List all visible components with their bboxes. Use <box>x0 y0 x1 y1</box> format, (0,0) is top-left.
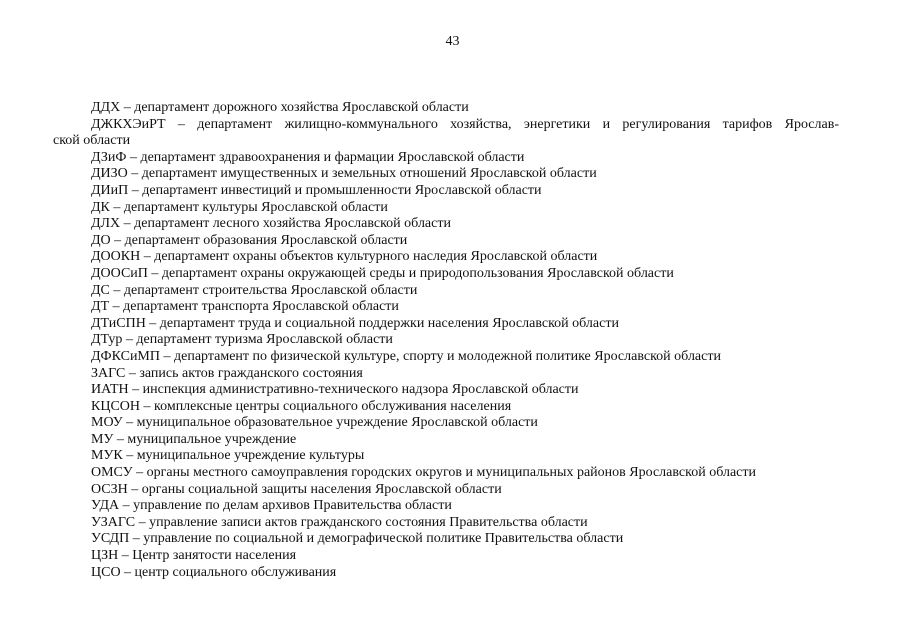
abbreviation-entry <box>0 531 905 548</box>
abbreviation-entry <box>0 448 905 465</box>
abbreviation-text: ДТиСПН – департамент труда и социальной поддержки населения Ярославской области <box>91 315 619 331</box>
abbreviation-entry <box>0 283 905 300</box>
abbreviation-text: ЗАГС – запись актов гражданского состояния <box>91 365 363 381</box>
abbreviation-text: ДЖКХЭиРТ – департамент жилищно-коммунального хозяйства, энергетики и регулирования тарифов Ярослав- <box>91 116 839 132</box>
abbreviation-entry <box>0 299 905 316</box>
abbreviation-text: ДФКСиМП – департамент по физической культуре, спорту и молодежной политике Ярославской области <box>91 348 721 364</box>
abbreviation-entry <box>0 482 905 499</box>
abbreviation-entry <box>0 565 905 582</box>
abbreviation-text: ДДХ – департамент дорожного хозяйства Ярославской области <box>91 100 469 115</box>
abbreviation-text: ДИиП – департамент инвестиций и промышленности Ярославской области <box>91 182 542 198</box>
abbreviation-text: ДС – департамент строительства Ярославской области <box>91 282 418 298</box>
abbreviation-entry <box>0 166 905 183</box>
abbreviation-entry <box>0 266 905 283</box>
abbreviation-entry <box>0 233 905 250</box>
abbreviation-entry <box>0 150 905 167</box>
abbreviation-text: МУ – муниципальное учреждение <box>91 431 297 447</box>
abbreviation-entry <box>0 249 905 266</box>
abbreviation-entry <box>0 117 905 150</box>
abbreviation-entry <box>0 366 905 383</box>
abbreviation-text: ДТ – департамент транспорта Ярославской области <box>91 299 399 315</box>
abbreviation-text: ДИЗО – департамент имущественных и земельных отношений Ярославской области <box>91 166 597 182</box>
abbreviation-text-continuation: ской области <box>53 133 131 149</box>
page-number: 43 <box>445 34 460 49</box>
abbreviation-entry <box>0 515 905 532</box>
abbreviation-entry <box>0 498 905 515</box>
abbreviation-entry <box>0 382 905 399</box>
abbreviation-text: ОМСУ – органы местного самоуправления городских округов и муниципальных районов Ярославской области <box>91 465 756 481</box>
abbreviation-text: МУК – муниципальное учреждение культуры <box>91 448 365 464</box>
abbreviation-entry <box>0 200 905 217</box>
abbreviation-text: ДО – департамент образования Ярославской области <box>91 232 408 248</box>
abbreviation-text: ОСЗН – органы социальной защиты населения Ярославской области <box>91 481 502 497</box>
abbreviation-text: ЦСО – центр социального обслуживания <box>91 564 337 580</box>
abbreviation-entry <box>0 415 905 432</box>
abbreviation-entry <box>0 399 905 416</box>
abbreviation-text: МОУ – муниципальное образовательное учреждение Ярославской области <box>91 415 538 431</box>
abbreviation-entry <box>0 332 905 349</box>
abbreviation-text: ДК – департамент культуры Ярославской области <box>91 199 388 215</box>
abbreviation-entry <box>0 349 905 366</box>
abbreviation-text: УДА – управление по делам архивов Правительства области <box>91 498 452 514</box>
abbreviation-text: ЦЗН – Центр занятости населения <box>91 548 297 564</box>
abbreviation-text: УЗАГС – управление записи актов гражданского состояния Правительства области <box>91 514 588 530</box>
abbreviation-text: ДТур – департамент туризма Ярославской области <box>91 332 393 348</box>
abbreviation-entry <box>0 100 905 117</box>
abbreviation-entry <box>0 183 905 200</box>
abbreviation-text: ИАТН – инспекция административно-технического надзора Ярославской области <box>91 382 579 398</box>
abbreviation-list <box>0 100 905 581</box>
abbreviation-entry <box>0 465 905 482</box>
abbreviation-entry <box>0 316 905 333</box>
abbreviation-entry <box>0 432 905 449</box>
abbreviation-text: КЦСОН – комплексные центры социального обслуживания населения <box>91 398 512 414</box>
abbreviation-text: ДООСиП – департамент охраны окружающей среды и природопользования Ярославской области <box>91 265 674 281</box>
abbreviation-entry <box>0 548 905 565</box>
abbreviation-text: ДЗиФ – департамент здравоохранения и фармации Ярославской области <box>91 149 525 165</box>
abbreviation-entry <box>0 216 905 233</box>
abbreviation-text: ДООКН – департамент охраны объектов культурного наследия Ярославской области <box>91 249 598 265</box>
abbreviation-text: ДЛХ – департамент лесного хозяйства Ярославской области <box>91 216 451 232</box>
abbreviation-text: УСДП – управление по социальной и демографической политике Правительства области <box>91 531 624 547</box>
